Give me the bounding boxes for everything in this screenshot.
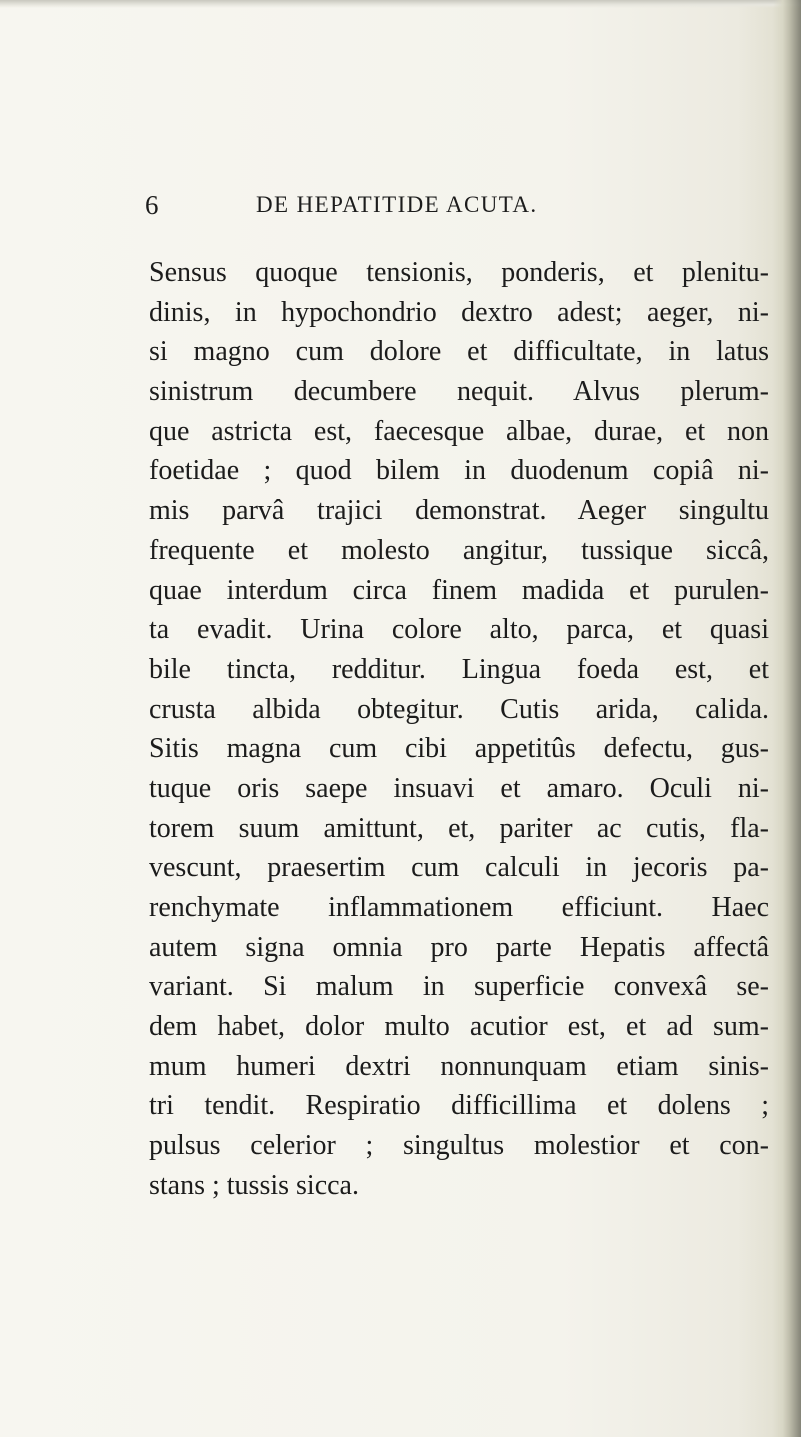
text-line-last: stans ; tussis sicca. (149, 1169, 359, 1201)
running-head-title: DE HEPATITIDE ACUTA. (256, 192, 538, 217)
text-line: bile tincta, redditur. Lingua foeda est, et (149, 653, 769, 685)
text-line: Sitis magna cum cibi appetitûs defectu, gus- (149, 733, 769, 765)
text-line: torem suum amittunt, et, pariter ac cutis, fla- (149, 812, 769, 844)
text-line: dinis, in hypochondrio dextro adest; aeger, ni- (149, 296, 769, 328)
text-line: mis parvâ trajici demonstrat. Aeger singultu (149, 495, 769, 527)
text-line: si magno cum dolore et difficultate, in latus (149, 336, 769, 368)
text-line: dem habet, dolor multo acutior est, et ad sum- (149, 1011, 769, 1043)
text-line: variant. Si malum in superficie convexâ se- (149, 971, 769, 1003)
text-line: que astricta est, faecesque albae, durae, et non (149, 415, 769, 447)
body-paragraph (149, 253, 769, 1206)
text-line: foetidae ; quod bilem in duodenum copiâ ni- (149, 455, 769, 487)
page-top-edge (0, 0, 801, 8)
text-line: quae interdum circa finem madida et purulen- (149, 574, 769, 606)
text-line: renchymate inflammationem efficiunt. Haec (149, 892, 769, 923)
text-line: tuque oris saepe insuavi et amaro. Oculi ni- (149, 772, 769, 804)
text-line: crusta albida obtegitur. Cutis arida, calida. (149, 693, 769, 725)
text-line: pulsus celerior ; singultus molestior et con- (149, 1130, 769, 1162)
page-number: 6 (145, 190, 160, 220)
text-line: autem signa omnia pro parte Hepatis affectâ (149, 931, 769, 963)
text-line: frequente et molesto angitur, tussique siccâ, (149, 534, 769, 566)
text-line: tri tendit. Respiratio difficillima et dolens ; (149, 1090, 769, 1122)
text-line: Sensus quoque tensionis, ponderis, et plenitu- (149, 257, 769, 288)
text-line: ta evadit. Urina colore alto, parca, et quasi (149, 614, 769, 646)
text-line: sinistrum decumbere nequit. Alvus plerum- (149, 376, 769, 408)
text-line: mum humeri dextri nonnunquam etiam sinis- (149, 1050, 769, 1082)
text-line: vescunt, praesertim cum calculi in jecoris pa- (149, 852, 769, 884)
running-head (0, 190, 801, 224)
